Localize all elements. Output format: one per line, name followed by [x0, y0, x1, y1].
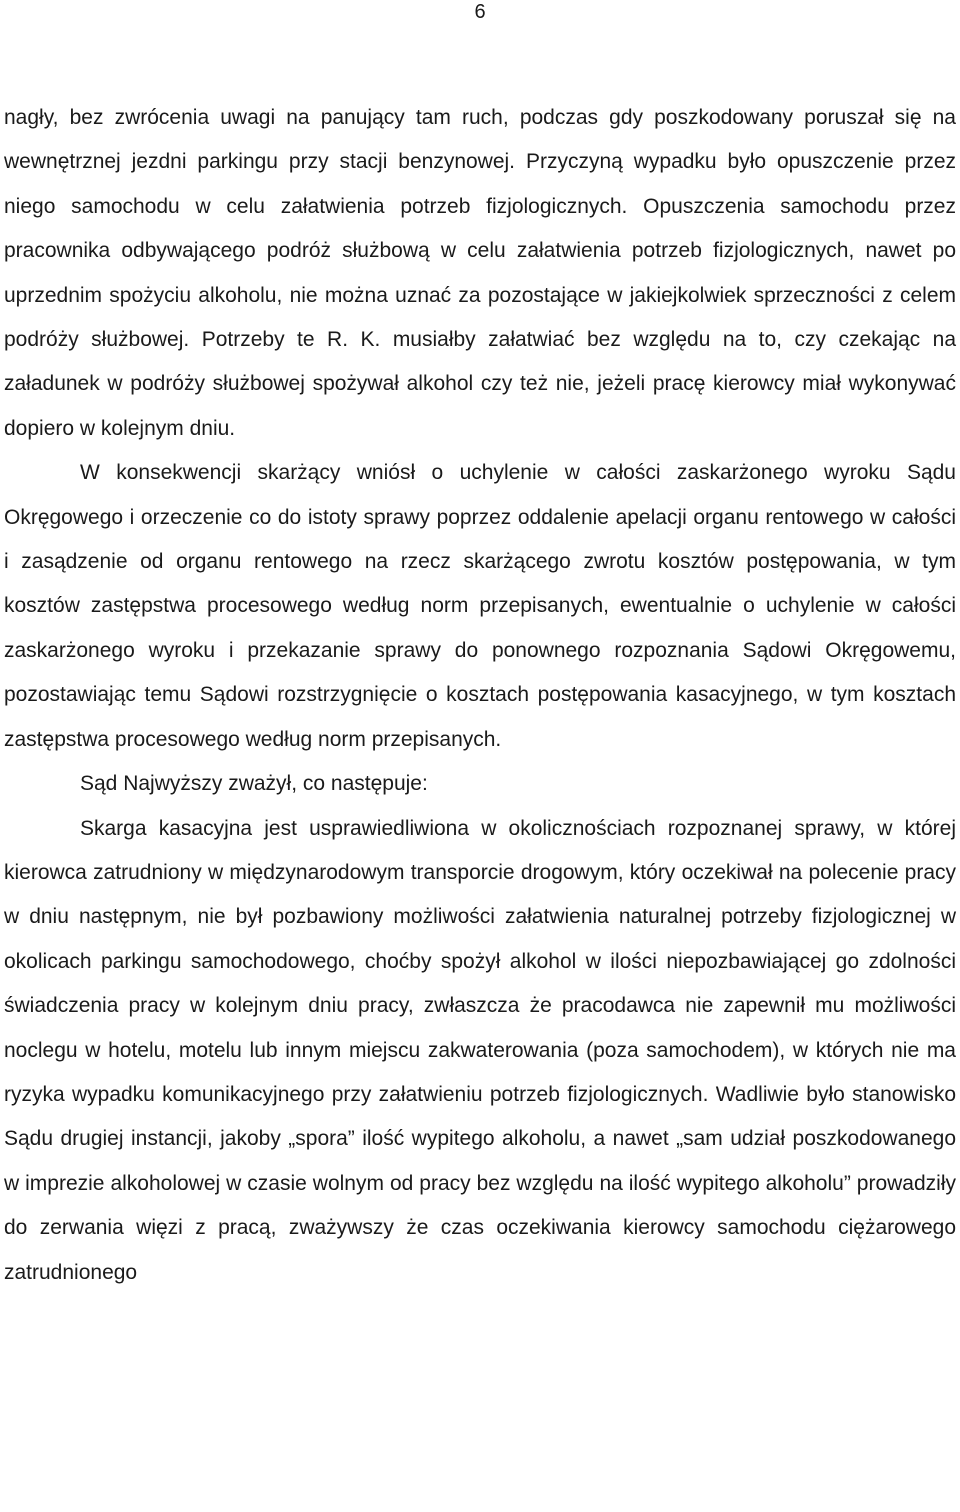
document-body [4, 96, 956, 1295]
paragraph-appeal-requests: W konsekwencji skarżący wniósł o uchylenie w całości zaskarżonego wyroku Sądu Okręgowego i orzeczenie co do istoty sprawy poprzez oddalenie apelacji organu rentowego w całości i zasądzenie od organu rentowego na rzecz skarżącego zwrotu kosztów postępowania, w tym kosztów zastępstwa procesowego według norm przepisanych, ewentualnie o uchylenie w całości zaskarżonego wyroku i przekazanie sprawy do ponownego rozpoznania Sądowi Okręgowemu, pozostawiając temu Sądowi rozstrzygnięcie o kosztach postępowania kasacyjnego, w tym kosztach zastępstwa procesowego według norm przepisanych. [4, 461, 956, 751]
paragraph-court-heading: Sąd Najwyższy zważył, co następuje: [80, 772, 428, 796]
page-number: 6 [474, 1, 486, 23]
paragraph-accident-circumstances: nagły, bez zwrócenia uwagi na panujący tam ruch, podczas gdy poszkodowany poruszał się na wewnętrznej jezdni parkingu przy stacji benzynowej. Przyczyną wypadku było opuszczenie przez niego samochodu w celu załatwienia potrzeb fizjologicznych. Opuszczenia samochodu przez pracownika odbywającego podróż służbową w celu załatwienia potrzeb fizjologicznych, nawet po uprzednim spożyciu alkoholu, nie można uznać za pozostające w jakiejkolwiek sprzeczności z celem podróży służbowej. Potrzeby te R. K. musiałby załatwiać bez względu na to, czy czekając na załadunek w podróży służbowej spożywał alkohol czy też nie, jeżeli pracę kierowcy miał wykonywać dopiero w kolejnym dniu. [4, 106, 956, 440]
paragraph-court-reasoning: Skarga kasacyjna jest usprawiedliwiona w okolicznościach rozpoznanej sprawy, w której kierowca zatrudniony w międzynarodowym transporcie drogowym, który oczekiwał na polecenie pracy w dniu następnym, nie był pozbawiony możliwości załatwienia naturalnej potrzeby fizjologicznej w okolicach parkingu samochodowego, choćby spożył alkohol w ilości niepozbawiającej go zdolności świadczenia pracy w kolejnym dniu pracy, zwłaszcza że pracodawca nie zapewnił mu możliwości noclegu w hotelu, motelu lub innym miejscu zakwaterowania (poza samochodem), w których nie ma ryzyka wypadku komunikacyjnego przy załatwieniu potrzeb fizjologicznych. Wadliwie było stanowisko Sądu drugiej instancji, jakoby „spora” ilość wypitego alkoholu, a nawet „sam udział poszkodowanego w imprezie alkoholowej w czasie wolnym od pracy bez względu na ilość wypitego alkoholu” prowadziły do zerwania więzi z pracą, zważywszy że czas oczekiwania kierowcy samochodu ciężarowego zatrudnionego [4, 816, 956, 1284]
